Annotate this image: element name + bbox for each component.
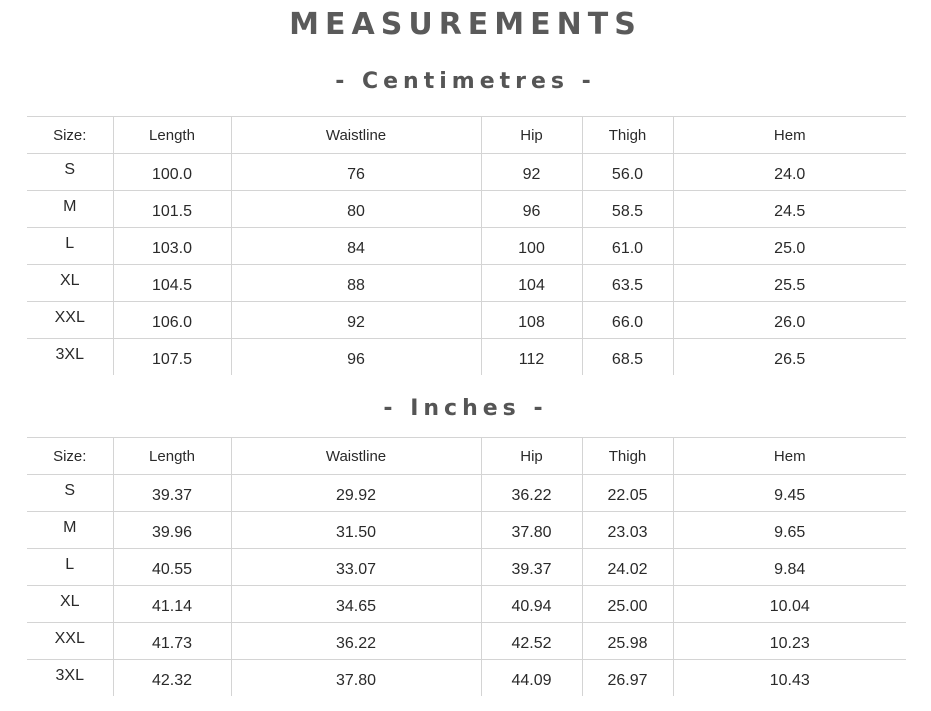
size-label: XL (59, 593, 80, 610)
size-label-cell (27, 339, 113, 376)
size-label-cell (27, 586, 113, 623)
measurement-cell (231, 191, 481, 228)
measurement-cell (231, 549, 481, 586)
measurement-cell (582, 512, 673, 549)
measurement-value: 22.05 (607, 487, 648, 504)
table-header-row (27, 117, 906, 154)
measurement-cell (113, 475, 231, 512)
measurement-value: 23.03 (607, 524, 648, 541)
measurement-cell (231, 302, 481, 339)
measurement-value: 24.02 (607, 561, 648, 578)
measurement-cell (481, 549, 582, 586)
measurement-cell (481, 339, 582, 376)
measurement-value: 25.0 (774, 240, 806, 257)
table-row (27, 302, 906, 339)
measurement-value: 100.0 (151, 166, 193, 183)
table-row (27, 475, 906, 512)
measurement-value: 31.50 (335, 524, 377, 541)
measurement-value: 84 (347, 240, 365, 257)
measurement-value: 58.5 (611, 203, 644, 220)
measurement-cell (481, 265, 582, 302)
measurement-value: 26.5 (774, 351, 806, 368)
size-label: S (64, 161, 76, 178)
measurement-value: 104.5 (151, 277, 193, 294)
measurement-value: 33.07 (335, 561, 377, 578)
measurement-cell (582, 475, 673, 512)
measurement-cell (673, 228, 906, 265)
column-header-waistline: Waistline (231, 117, 481, 154)
table-row (27, 623, 906, 660)
measurement-value: 92 (522, 166, 541, 183)
size-label-cell (27, 265, 113, 302)
measurement-cell (481, 623, 582, 660)
measurement-cell (582, 339, 673, 376)
measurement-cell (113, 302, 231, 339)
measurement-value: 106.0 (151, 314, 193, 331)
measurement-cell (582, 265, 673, 302)
measurement-value: 92 (347, 314, 365, 331)
measurement-value: 40.94 (511, 598, 552, 615)
measurement-cell (113, 660, 231, 697)
column-header-thigh: Thigh (582, 117, 673, 154)
measurement-cell (673, 302, 906, 339)
size-label-cell (27, 191, 113, 228)
measurement-value: 26.97 (607, 672, 648, 689)
measurement-value: 37.80 (335, 672, 377, 689)
measurement-cell (481, 586, 582, 623)
measurement-value: 39.37 (511, 561, 552, 578)
measurement-cell (481, 154, 582, 191)
measurement-cell (481, 228, 582, 265)
section-heading-inches: - Inches - (383, 396, 548, 421)
measurement-cell (481, 475, 582, 512)
measurement-value: 44.09 (511, 672, 552, 689)
column-header-waistline: Waistline (231, 438, 481, 475)
measurement-cell (673, 586, 906, 623)
size-label-cell (27, 302, 113, 339)
measurement-value: 96 (522, 203, 541, 220)
measurement-value: 76 (347, 166, 365, 183)
column-header-hip: Hip (481, 117, 582, 154)
measurement-cell (231, 586, 481, 623)
measurement-cell (231, 339, 481, 376)
measurement-value: 80 (347, 203, 365, 220)
measurement-cell (113, 623, 231, 660)
measurement-cell (231, 265, 481, 302)
measurement-cell (231, 228, 481, 265)
measurement-cell (673, 339, 906, 376)
size-label: 3XL (55, 667, 84, 684)
inches-table (27, 437, 906, 696)
measurement-cell (481, 302, 582, 339)
table-row (27, 549, 906, 586)
centimetres-table (27, 116, 906, 375)
measurement-cell (673, 549, 906, 586)
measurement-value: 88 (347, 277, 365, 294)
measurement-cell (673, 660, 906, 697)
table-row (27, 191, 906, 228)
measurement-value: 37.80 (511, 524, 552, 541)
measurement-value: 68.5 (611, 351, 644, 368)
section-heading-centimetres: - Centimetres - (335, 69, 596, 94)
measurement-value: 24.5 (774, 203, 806, 220)
measurement-value: 103.0 (151, 240, 193, 257)
size-label-cell (27, 228, 113, 265)
measurement-cell (113, 339, 231, 376)
measurement-value: 26.0 (774, 314, 806, 331)
column-header-hem: Hem (673, 117, 906, 154)
measurement-cell (582, 549, 673, 586)
measurement-value: 61.0 (611, 240, 644, 257)
measurement-value: 41.14 (151, 598, 193, 615)
table-header-row (27, 438, 906, 475)
measurement-cell (113, 549, 231, 586)
measurement-cell (481, 191, 582, 228)
size-label-cell (27, 660, 113, 697)
table-row (27, 660, 906, 697)
measurement-value: 10.43 (769, 672, 810, 689)
measurement-cell (673, 265, 906, 302)
column-header-thigh: Thigh (582, 438, 673, 475)
measurement-cell (113, 191, 231, 228)
measurement-value: 42.32 (151, 672, 193, 689)
measurement-value: 10.04 (769, 598, 810, 615)
table-row (27, 586, 906, 623)
measurement-value: 9.65 (774, 524, 806, 541)
table-row (27, 339, 906, 376)
measurement-cell (481, 512, 582, 549)
measurement-cell (231, 475, 481, 512)
size-label: XL (59, 272, 80, 289)
column-header-length: Length (113, 117, 231, 154)
measurement-cell (582, 623, 673, 660)
measurement-value: 56.0 (611, 166, 644, 183)
measurement-cell (673, 475, 906, 512)
column-header-length: Length (113, 438, 231, 475)
measurement-value: 63.5 (611, 277, 644, 294)
column-header-hip: Hip (481, 438, 582, 475)
measurement-cell (673, 512, 906, 549)
measurement-value: 9.45 (774, 487, 806, 504)
measurement-value: 66.0 (611, 314, 644, 331)
measurement-value: 25.00 (607, 598, 648, 615)
table-row (27, 265, 906, 302)
size-label: XXL (54, 309, 85, 326)
measurement-cell (231, 623, 481, 660)
measurement-value: 101.5 (151, 203, 193, 220)
table-row (27, 512, 906, 549)
size-label-cell (27, 512, 113, 549)
size-label-cell (27, 623, 113, 660)
measurement-cell (231, 154, 481, 191)
size-label: L (65, 235, 75, 252)
measurement-cell (113, 265, 231, 302)
size-label: XXL (54, 630, 85, 647)
measurement-value: 107.5 (151, 351, 193, 368)
measurement-cell (113, 512, 231, 549)
measurement-value: 9.84 (774, 561, 806, 578)
measurement-value: 36.22 (511, 487, 552, 504)
size-label: L (65, 556, 75, 573)
measurement-cell (673, 154, 906, 191)
size-label: M (63, 519, 77, 536)
measurement-value: 40.55 (151, 561, 193, 578)
measurement-cell (113, 228, 231, 265)
measurement-cell (231, 512, 481, 549)
column-header-hem: Hem (673, 438, 906, 475)
measurement-value: 36.22 (335, 635, 377, 652)
measurement-cell (113, 586, 231, 623)
measurement-cell (582, 228, 673, 265)
measurement-cell (231, 660, 481, 697)
measurement-cell (582, 586, 673, 623)
measurement-cell (673, 623, 906, 660)
measurement-value: 96 (347, 351, 365, 368)
column-header-size: Size: (27, 117, 113, 154)
measurement-value: 104 (518, 277, 545, 294)
size-label-cell (27, 475, 113, 512)
measurement-value: 25.5 (774, 277, 806, 294)
page-title: MEASUREMENTS (289, 7, 642, 42)
column-header-size: Size: (27, 438, 113, 475)
measurement-cell (582, 660, 673, 697)
measurement-value: 100 (518, 240, 545, 257)
size-label: 3XL (55, 346, 84, 363)
measurement-value: 108 (518, 314, 545, 331)
measurement-cell (582, 302, 673, 339)
measurement-cell (582, 191, 673, 228)
measurement-cell (673, 191, 906, 228)
measurement-value: 24.0 (774, 166, 806, 183)
measurement-value: 42.52 (511, 635, 552, 652)
measurement-value: 29.92 (335, 487, 377, 504)
size-label: S (64, 482, 76, 499)
measurement-value: 41.73 (151, 635, 193, 652)
measurement-cell (582, 154, 673, 191)
size-label: M (63, 198, 77, 215)
measurement-cell (481, 660, 582, 697)
table-row (27, 154, 906, 191)
measurement-value: 34.65 (335, 598, 377, 615)
measurement-value: 39.37 (151, 487, 193, 504)
measurement-cell (113, 154, 231, 191)
measurement-value: 39.96 (151, 524, 193, 541)
table-row (27, 228, 906, 265)
size-label-cell (27, 154, 113, 191)
measurement-value: 10.23 (769, 635, 810, 652)
measurement-value: 25.98 (607, 635, 648, 652)
size-label-cell (27, 549, 113, 586)
measurement-value: 112 (518, 351, 545, 368)
